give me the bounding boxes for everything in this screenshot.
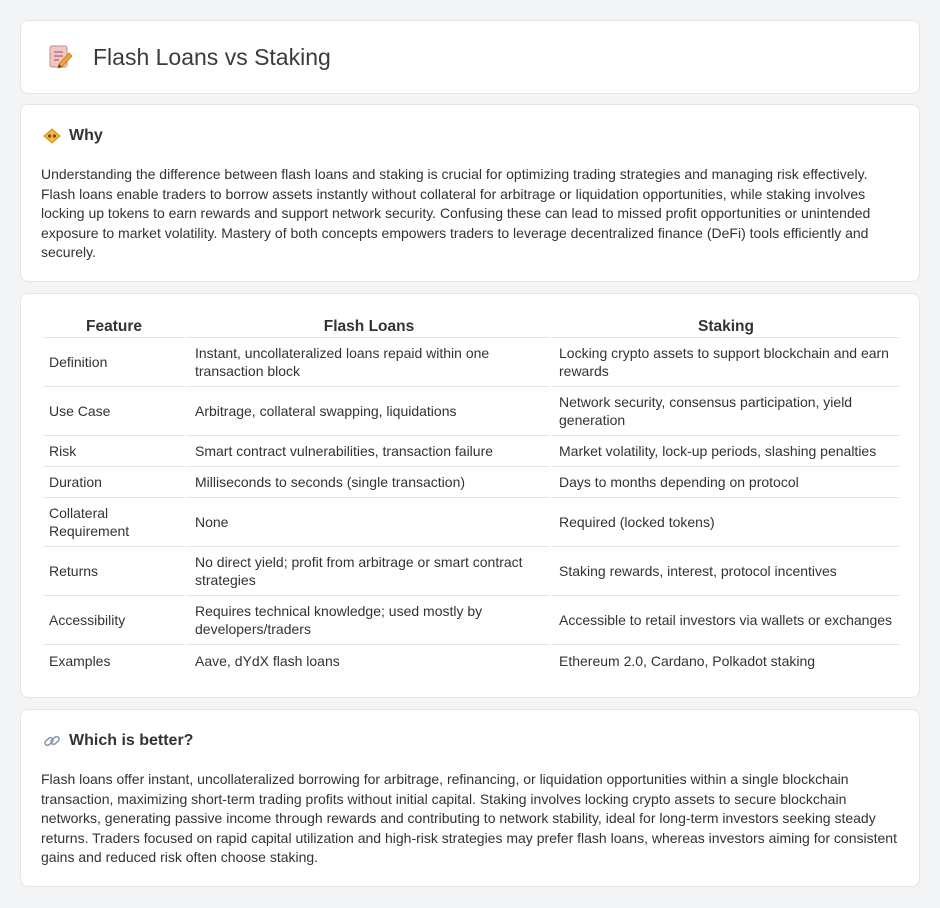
table-row: [43, 467, 899, 498]
flash-loans-cell: Arbitrage, collateral swapping, liquidations: [185, 387, 549, 436]
feature-cell: Returns: [43, 547, 185, 596]
staking-cell: Network security, consensus participation, yield generation: [549, 387, 899, 436]
better-heading-row: [43, 732, 193, 750]
table-header-row: [43, 316, 899, 338]
table-row: [43, 596, 899, 645]
flash-loans-cell: Aave, dYdX flash loans: [185, 645, 549, 676]
which-is-better-section: [20, 709, 920, 887]
staking-cell: Ethereum 2.0, Cardano, Polkadot staking: [549, 645, 899, 676]
flash-loans-cell: Smart contract vulnerabilities, transaction failure: [185, 436, 549, 467]
header-feature: Feature: [43, 316, 185, 338]
flash-loans-cell: Requires technical knowledge; used mostly by developers/traders: [185, 596, 549, 645]
why-body: Understanding the difference between flash loans and staking is crucial for optimizing trading strategies and managing risk effectively. Flash loans enable traders to borrow assets instantly without collateral for arbitrage or liquidation opportunities, while staking involves locking up tokens to earn rewards and support network security. Confusing these can lead to missed profit opportunities or unintended exposure to market volatility. Mastery of both concepts empowers traders to leverage decentralized finance (DeFi) tools efficiently and securely.: [41, 166, 871, 261]
header-flash-loans: Flash Loans: [185, 316, 549, 338]
better-title: Which is better?: [69, 732, 194, 749]
staking-cell: Required (locked tokens): [549, 498, 899, 547]
comparison-table: [43, 316, 899, 676]
link-icon: [43, 733, 61, 749]
staking-cell: Market volatility, lock-up periods, slashing penalties: [549, 436, 899, 467]
flash-loans-cell: Instant, uncollateralized loans repaid within one transaction block: [185, 338, 549, 387]
table-row: [43, 547, 899, 596]
feature-cell: Risk: [43, 436, 185, 467]
table-row: [43, 645, 899, 676]
feature-cell: Duration: [43, 467, 185, 498]
staking-cell: Staking rewards, interest, protocol incentives: [549, 547, 899, 596]
flash-loans-cell: Milliseconds to seconds (single transaction): [185, 467, 549, 498]
why-heading-row: [43, 127, 103, 145]
staking-cell: Accessible to retail investors via wallets or exchanges: [549, 596, 899, 645]
table-row: [43, 387, 899, 436]
table-row: [43, 338, 899, 387]
feature-cell: Definition: [43, 338, 185, 387]
table-row: [43, 436, 899, 467]
why-section: [20, 104, 920, 282]
staking-cell: Locking crypto assets to support blockchain and earn rewards: [549, 338, 899, 387]
flash-loans-cell: None: [185, 498, 549, 547]
header-staking: Staking: [549, 316, 899, 338]
title-card: [20, 20, 920, 94]
feature-cell: Accessibility: [43, 596, 185, 645]
table-row: [43, 498, 899, 547]
diamond-sign-icon: [43, 128, 61, 144]
flash-loans-cell: No direct yield; profit from arbitrage or smart contract strategies: [185, 547, 549, 596]
feature-cell: Collateral Requirement: [43, 498, 185, 547]
page-title: Flash Loans vs Staking: [93, 43, 331, 70]
feature-cell: Examples: [49, 652, 111, 669]
comparison-table-card: [20, 293, 920, 698]
title-row: [47, 43, 331, 71]
why-title: Why: [69, 127, 103, 144]
staking-cell: Days to months depending on protocol: [549, 467, 899, 498]
document-pencil-icon: [47, 43, 73, 71]
feature-cell: Use Case: [43, 387, 185, 436]
better-body: Flash loans offer instant, uncollateralized borrowing for arbitrage, refinancing, or liquidation opportunities within a single blockchain transaction, maximizing short-term trading profits without initial capital. Staking involves locking crypto assets to secure blockchain networks, generating passive income through rewards and contributing to network stability, ideal for long-term investors seeking steady returns. Traders focused on rapid capital utilization and high-risk strategies may prefer flash loans, whereas investors aiming for consistent gains and reduced risk often choose staking.: [41, 771, 897, 866]
